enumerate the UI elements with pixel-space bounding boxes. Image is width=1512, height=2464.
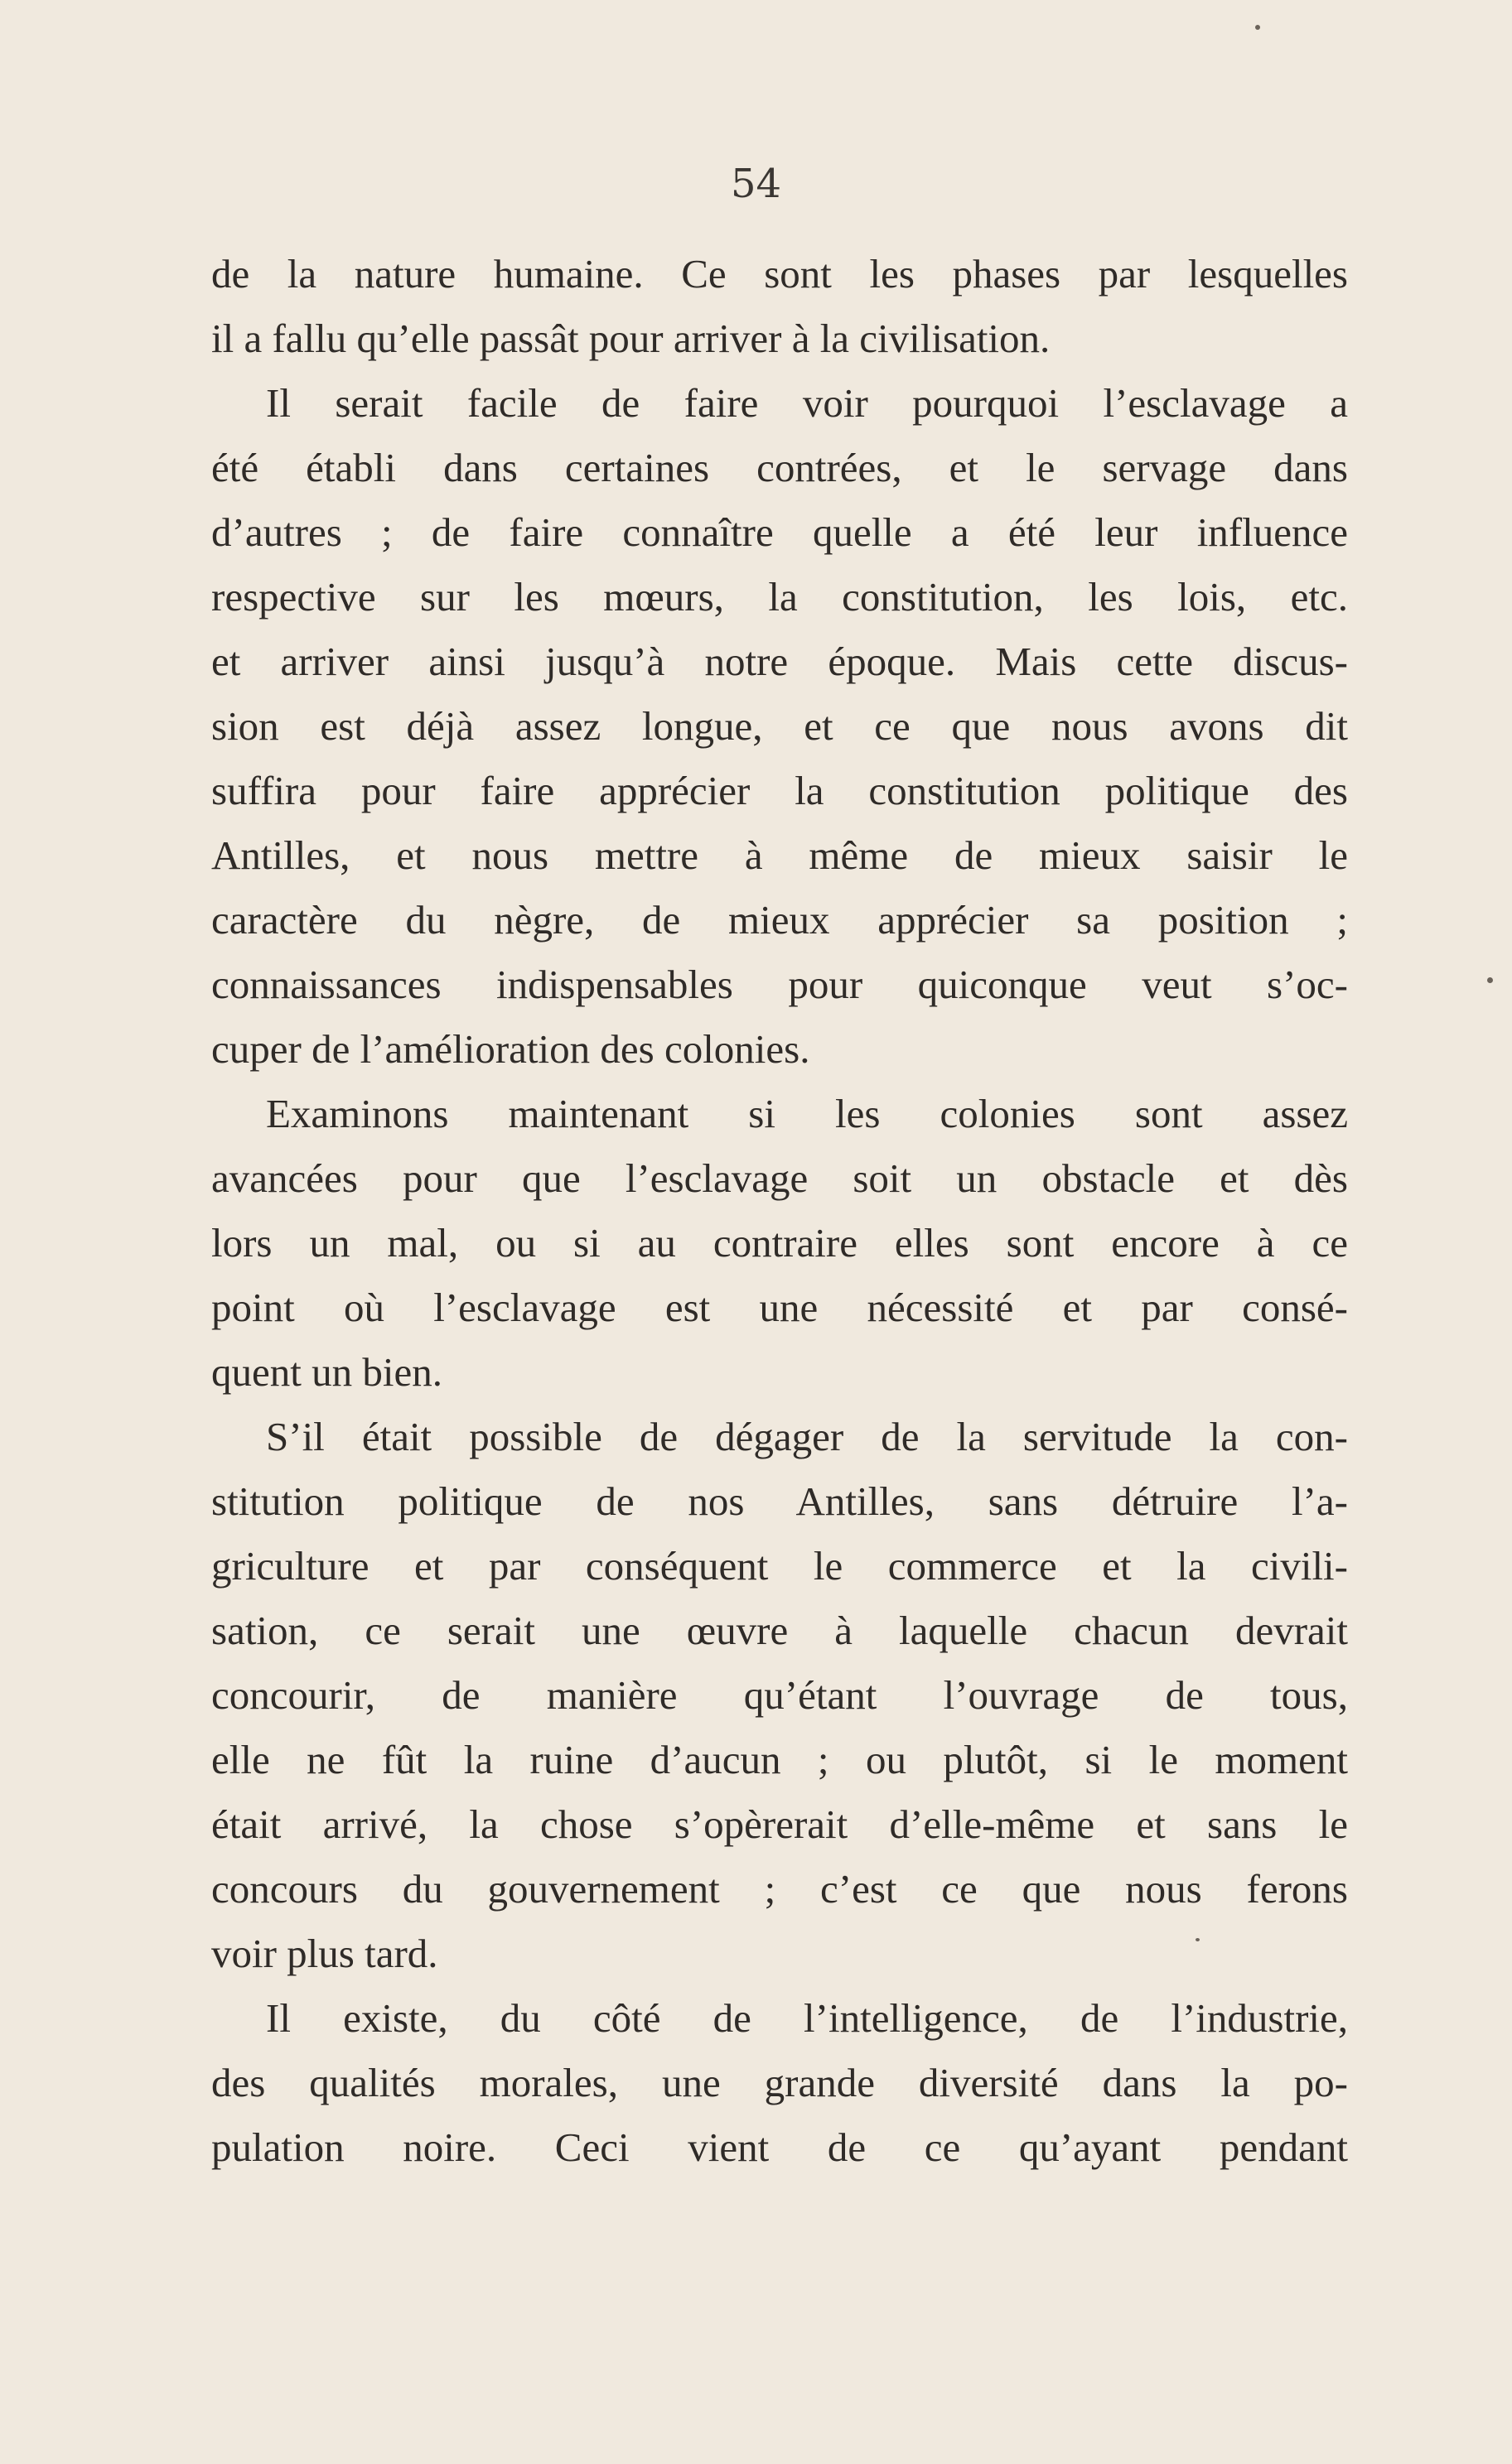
paper-speck <box>1196 1938 1200 1941</box>
text-line: Antilles, et nous mettre à même de mieux saisir le <box>211 832 1348 878</box>
paper-speck <box>1255 25 1260 30</box>
text-line: stitution politique de nos Antilles, sans détruire l’a- <box>211 1478 1348 1524</box>
text-line: et arriver ainsi jusqu’à notre époque. Mais cette discus- <box>211 639 1348 684</box>
text-line: était arrivé, la chose s’opèrerait d’elle-même et sans le <box>211 1801 1348 1847</box>
text-line: Il existe, du côté de l’intelligence, de l’industrie, <box>266 1995 1348 2041</box>
text-line: Examinons maintenant si les colonies sont assez <box>266 1091 1348 1136</box>
text-line: concours du gouvernement ; c’est ce que nous ferons <box>211 1866 1348 1912</box>
text-line: elle ne fût la ruine d’aucun ; ou plutôt, si le moment <box>211 1737 1348 1782</box>
text-line: été établi dans certaines contrées, et le servage dans <box>211 445 1348 490</box>
text-line: des qualités morales, une grande diversité dans la po- <box>211 2060 1348 2105</box>
paper-speck <box>1487 977 1493 983</box>
page-number: 54 <box>730 161 782 207</box>
text-line: pulation noire. Ceci vient de ce qu’ayant pendant <box>211 2124 1348 2170</box>
text-line: avancées pour que l’esclavage soit un obstacle et dès <box>211 1155 1348 1201</box>
text-line: voir plus tard. <box>211 1931 438 1976</box>
text-line: point où l’esclavage est une nécessité et par consé- <box>211 1285 1348 1330</box>
text-line: caractère du nègre, de mieux apprécier sa position ; <box>211 897 1348 943</box>
text-line: sation, ce serait une œuvre à laquelle chacun devrait <box>211 1608 1348 1653</box>
text-line: il a fallu qu’elle passât pour arriver à la civilisation. <box>211 316 1051 361</box>
text-line: sion est déjà assez longue, et ce que nous avons dit <box>211 703 1348 749</box>
text-line: d’autres ; de faire connaître quelle a été leur influence <box>211 509 1348 555</box>
text-line: griculture et par conséquent le commerce et la civili- <box>211 1543 1348 1589</box>
body-text <box>211 242 1348 2180</box>
text-line: lors un mal, ou si au contraire elles sont encore à ce <box>211 1220 1348 1266</box>
text-line: quent un bien. <box>211 1349 442 1395</box>
text-line: cuper de l’amélioration des colonies. <box>211 1026 810 1072</box>
text-line: connaissances indispensables pour quiconque veut s’oc- <box>211 962 1348 1007</box>
text-line: respective sur les mœurs, la constitution, les lois, etc. <box>211 574 1348 620</box>
text-line: Il serait facile de faire voir pourquoi l’esclavage a <box>266 380 1348 426</box>
text-line: S’il était possible de dégager de la servitude la con- <box>266 1414 1348 1459</box>
text-line: suffira pour faire apprécier la constitution politique des <box>211 768 1348 813</box>
text-line: de la nature humaine. Ce sont les phases par lesquelles <box>211 251 1348 297</box>
text-line: concourir, de manière qu’étant l’ouvrage de tous, <box>211 1672 1348 1718</box>
